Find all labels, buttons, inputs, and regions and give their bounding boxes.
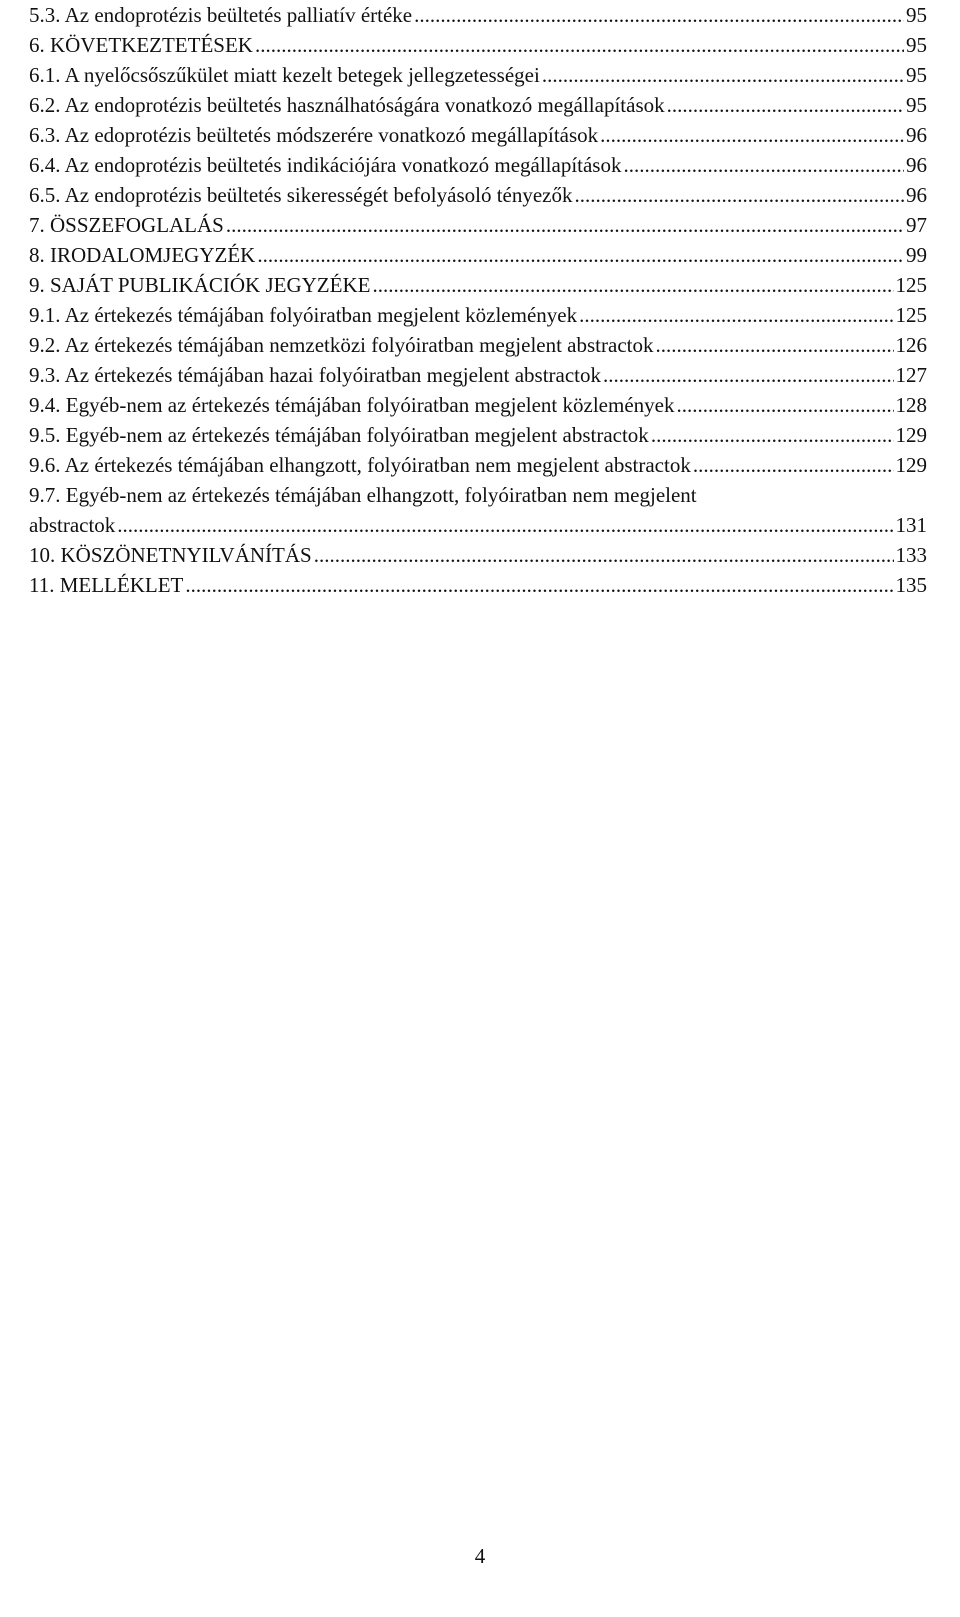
dot-leader <box>314 540 894 570</box>
toc-entry-6-2[interactable] <box>29 90 927 120</box>
dot-leader <box>575 180 905 210</box>
toc-entry-label: 9.1. Az értekezés témájában folyóiratban megjelent közlemények <box>29 303 578 327</box>
toc-page-number: 99 <box>906 243 927 267</box>
toc-entry-label: 6.1. A nyelőcsőszűkület miatt kezelt betegek jellegzetességei <box>29 63 540 87</box>
toc-entry-label: 7. ÖSSZEFOGLALÁS <box>29 213 224 237</box>
toc-entry-5-3[interactable] <box>29 0 927 30</box>
toc-entry-label: 6.2. Az endoprotézis beültetés használhatóságára vonatkozó megállapítások <box>29 93 665 117</box>
toc-page-number: 129 <box>895 453 927 477</box>
dot-leader <box>542 60 904 90</box>
dot-leader <box>600 120 904 150</box>
dot-leader <box>623 150 904 180</box>
toc-page-number: 96 <box>906 183 927 207</box>
toc-page-number: 129 <box>895 423 927 447</box>
dot-leader <box>579 300 893 330</box>
toc-page-number: 96 <box>906 153 927 177</box>
toc-entry-6[interactable] <box>29 30 927 60</box>
toc-page-number: 95 <box>906 63 927 87</box>
toc-page-number: 96 <box>906 123 927 147</box>
toc-entry-label: 11. MELLÉKLET <box>29 573 184 597</box>
toc-entry-6-4[interactable] <box>29 150 927 180</box>
dot-leader <box>185 570 893 600</box>
toc-entry-label: 6.3. Az edoprotézis beültetés módszerére vonatkozó megállapítások <box>29 123 599 147</box>
dot-leader <box>257 240 904 270</box>
toc-entry-label: 9.5. Egyéb-nem az értekezés témájában folyóiratban megjelent abstractok <box>29 423 649 447</box>
table-of-contents <box>29 0 927 600</box>
toc-entry-9-5[interactable] <box>29 420 927 450</box>
dot-leader <box>255 30 904 60</box>
toc-entry-label: 6. KÖVETKEZTETÉSEK <box>29 33 253 57</box>
toc-page-number: 128 <box>895 393 927 417</box>
toc-entry-8[interactable] <box>29 240 927 270</box>
toc-page-number: 127 <box>895 363 927 387</box>
toc-entry-label: 9.2. Az értekezés témájában nemzetközi folyóiratban megjelent abstractok <box>29 333 654 357</box>
toc-entry-9-3[interactable] <box>29 360 927 390</box>
dot-leader <box>117 510 893 540</box>
toc-page-number: 125 <box>895 303 927 327</box>
toc-entry-9-7[interactable] <box>29 480 927 540</box>
toc-page-number: 95 <box>906 3 927 27</box>
toc-page-number: 125 <box>895 273 927 297</box>
toc-entry-9[interactable] <box>29 270 927 300</box>
toc-entry-9-4[interactable] <box>29 390 927 420</box>
toc-entry-6-3[interactable] <box>29 120 927 150</box>
dot-leader <box>667 90 904 120</box>
toc-page-number: 126 <box>895 333 927 357</box>
dot-leader <box>651 420 894 450</box>
toc-entry-label: 9.6. Az értekezés témájában elhangzott, folyóiratban nem megjelent abstractok <box>29 453 691 477</box>
toc-entry-label-line2: abstractok <box>29 513 116 537</box>
toc-page-number: 95 <box>906 33 927 57</box>
toc-entry-10[interactable] <box>29 540 927 570</box>
toc-page-number: 135 <box>895 573 927 597</box>
toc-entry-6-1[interactable] <box>29 60 927 90</box>
toc-entry-line2 <box>29 510 927 540</box>
toc-entry-label: 6.4. Az endoprotézis beültetés indikációjára vonatkozó megállapítások <box>29 153 622 177</box>
dot-leader <box>655 330 893 360</box>
dot-leader <box>414 0 904 30</box>
toc-entry-label: 6.5. Az endoprotézis beültetés sikerességét befolyásoló tényezők <box>29 183 573 207</box>
toc-entry-7[interactable] <box>29 210 927 240</box>
dot-leader <box>693 450 894 480</box>
toc-entry-label: 9. SAJÁT PUBLIKÁCIÓK JEGYZÉKE <box>29 273 371 297</box>
toc-entry-label: 8. IRODALOMJEGYZÉK <box>29 243 256 267</box>
toc-entry-9-2[interactable] <box>29 330 927 360</box>
dot-leader <box>226 210 904 240</box>
toc-entry-label: 10. KÖSZÖNETNYILVÁNÍTÁS <box>29 543 312 567</box>
toc-entry-label: 5.3. Az endoprotézis beültetés palliatív értéke <box>29 3 413 27</box>
toc-entry-label-line1: 9.7. Egyéb-nem az értekezés témájában elhangzott, folyóiratban nem megjelent <box>29 483 697 507</box>
toc-entry-11[interactable] <box>29 570 927 600</box>
toc-entry-label: 9.3. Az értekezés témájában hazai folyóiratban megjelent abstractok <box>29 363 601 387</box>
toc-page-number: 131 <box>895 513 927 537</box>
dot-leader <box>676 390 893 420</box>
toc-page-number: 133 <box>895 543 927 567</box>
page-number: 4 <box>474 1544 486 1568</box>
toc-page-number: 95 <box>906 93 927 117</box>
toc-entry-9-6[interactable] <box>29 450 927 480</box>
toc-entry-label: 9.4. Egyéb-nem az értekezés témájában folyóiratban megjelent közlemények <box>29 393 675 417</box>
toc-page-number: 97 <box>906 213 927 237</box>
toc-entry-6-5[interactable] <box>29 180 927 210</box>
dot-leader <box>603 360 894 390</box>
toc-entry-9-1[interactable] <box>29 300 927 330</box>
dot-leader <box>372 270 893 300</box>
